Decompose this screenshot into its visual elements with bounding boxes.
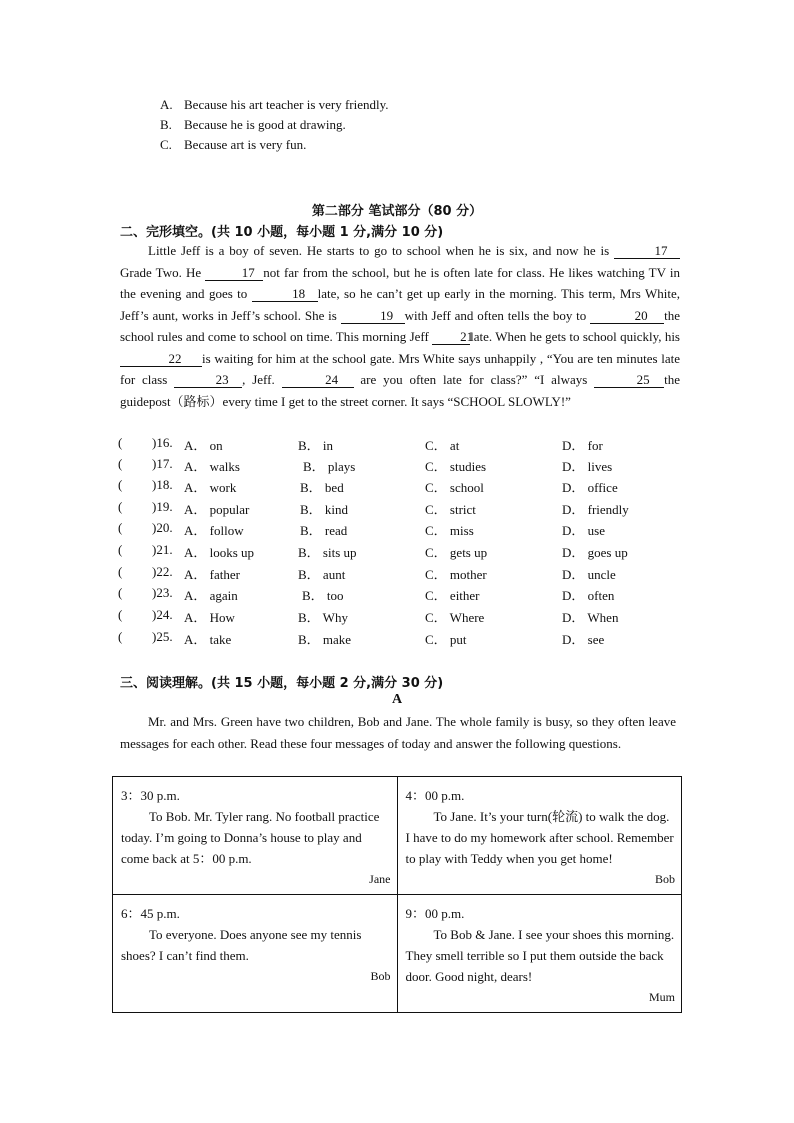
message-time: 3：30 p.m.	[121, 788, 180, 803]
answer-paren[interactable]: (	[118, 435, 123, 450]
choice-c[interactable]: C． gets up	[425, 545, 488, 560]
section3-title: 三、阅读理解。(共 15 小题，每小题 2 分,满分 30 分)	[120, 676, 444, 691]
question-number: )21.	[152, 542, 173, 557]
choice-a[interactable]: A． popular	[184, 502, 250, 517]
intro-text: Mr. and Mrs. Green have two children, Bob and Jane. The whole family is busy, so they often leave messages for each other. Read these four messages of today and answer the following questions.	[120, 714, 676, 751]
option-text: Because art is very fun.	[184, 137, 307, 152]
choice-b[interactable]: B． bed	[300, 480, 344, 495]
message-body: To Bob. Mr. Tyler rang. No football practice today. I’m going to Donna’s house to play and come back at 5：00 p.m.	[121, 809, 380, 866]
choice-a[interactable]: A． father	[184, 567, 240, 582]
message-signature: Mum	[648, 990, 675, 1004]
choice-d[interactable]: D． lives	[562, 459, 613, 474]
choice-c[interactable]: C． at	[425, 438, 460, 453]
question-number: )24.	[152, 607, 173, 622]
cloze-text: late. When he gets to school quickly, his	[470, 329, 680, 344]
reading-intro	[120, 711, 676, 754]
choice-c[interactable]: C． studies	[425, 459, 487, 474]
message-signature: Bob	[654, 872, 675, 886]
part-title: 第二部分 笔试部分（80 分）	[311, 204, 483, 219]
blank-16[interactable]: 17	[614, 243, 680, 259]
answer-paren[interactable]: (	[118, 456, 123, 471]
choice-a[interactable]: A． on	[184, 438, 223, 453]
choice-c[interactable]: C． mother	[425, 567, 487, 582]
answer-paren[interactable]: (	[118, 564, 123, 579]
choice-a[interactable]: A． work	[184, 480, 237, 495]
blank-19[interactable]: 19	[341, 308, 405, 324]
option-text: Because his art teacher is very friendly.	[184, 97, 389, 112]
cloze-passage	[120, 240, 680, 412]
question-number: )16.	[152, 435, 173, 450]
blank-22[interactable]: 22	[120, 351, 202, 367]
option-a	[160, 97, 389, 113]
question-row	[118, 564, 698, 584]
cloze-text: Little Jeff is a boy of seven. He starts to go to school when he is six, and now he is	[148, 243, 610, 258]
choice-a[interactable]: A． walks	[184, 459, 240, 474]
option-letter: A.	[160, 97, 173, 112]
choice-d[interactable]: D． friendly	[562, 502, 629, 517]
blank-21[interactable]: 21	[432, 329, 470, 345]
choice-b[interactable]: B． make	[298, 632, 352, 647]
cloze-text: the school rules and come to school on time. This morning Jeff	[120, 307, 681, 344]
question-row	[118, 456, 698, 476]
cloze-text: with Jeff and often tells the boy to	[404, 307, 587, 323]
cloze-text: is waiting for him at the school gate. Mrs White says unhappily , “You are ten minutes late for class	[120, 350, 680, 387]
choice-b[interactable]: B． read	[300, 523, 348, 538]
choice-d[interactable]: D． uncle	[562, 567, 616, 582]
question-number: )25.	[152, 629, 173, 644]
message-signature: Jane	[369, 872, 391, 886]
message-cell	[113, 895, 398, 1013]
message-cell	[397, 777, 682, 895]
message-body: To Jane. It’s your turn(轮流) to walk the dog. I have to do my homework after school. Remember to play with Teddy when you get home!	[405, 809, 674, 866]
message-time: 4：00 p.m.	[405, 788, 465, 803]
choice-d[interactable]: D． for	[562, 438, 603, 453]
choice-b[interactable]: B． sits up	[298, 545, 357, 560]
option-c	[160, 137, 306, 153]
blank-25[interactable]: 25	[594, 372, 664, 388]
cloze-text: the guidepost（路标）every time I get to the street corner. It says “SCHOOL SLOWLY!”	[120, 372, 681, 409]
message-time: 9：00 p.m.	[405, 906, 465, 921]
choice-d[interactable]: D． see	[562, 632, 605, 647]
cloze-text: are you often late for class?” “I always	[360, 372, 588, 387]
choice-d[interactable]: D． office	[562, 480, 618, 495]
messages-table	[112, 776, 682, 1013]
choice-d[interactable]: D． When	[562, 610, 619, 625]
option-letter: B.	[160, 117, 172, 132]
choice-c[interactable]: C． school	[425, 480, 484, 495]
question-number: )17.	[152, 456, 173, 471]
choice-a[interactable]: A． take	[184, 632, 232, 647]
choice-a[interactable]: A． again	[184, 588, 238, 603]
choice-c[interactable]: C． strict	[425, 502, 476, 517]
answer-paren[interactable]: (	[118, 520, 123, 535]
message-cell	[113, 777, 398, 895]
option-text: Because he is good at drawing.	[184, 117, 346, 132]
cloze-text: Grade Two. He	[120, 264, 202, 280]
choice-b[interactable]: B． in	[298, 438, 334, 453]
message-cell	[397, 895, 682, 1013]
question-row	[118, 435, 698, 455]
question-row	[118, 520, 698, 540]
question-row	[118, 607, 698, 627]
question-row	[118, 542, 698, 562]
section2-title: 二、完形填空。(共 10 小题，每小题 1 分,满分 10 分)	[120, 225, 444, 240]
choice-a[interactable]: A． follow	[184, 523, 244, 538]
message-signature: Bob	[370, 969, 391, 983]
question-row	[118, 585, 698, 605]
answer-paren[interactable]: (	[118, 542, 123, 557]
answer-paren[interactable]: (	[118, 585, 123, 600]
blank-18[interactable]: 18	[252, 286, 318, 302]
question-number: )23.	[152, 585, 173, 600]
blank-20[interactable]: 20	[590, 308, 664, 324]
choice-c[interactable]: C． either	[425, 588, 480, 603]
message-time: 6：45 p.m.	[121, 906, 180, 921]
answer-paren[interactable]: (	[118, 607, 123, 622]
answer-paren[interactable]: (	[118, 499, 123, 514]
message-body: To Bob & Jane. I see your shoes this morning. They smell terrible so I put them outside the back door. Good night, dears!	[405, 927, 675, 984]
choice-b[interactable]: B． Why	[298, 610, 348, 625]
choice-b[interactable]: B． aunt	[298, 567, 346, 582]
choice-b[interactable]: B． too	[302, 588, 344, 603]
choice-c[interactable]: C． Where	[425, 610, 485, 625]
question-row	[118, 499, 698, 519]
option-letter: C.	[160, 137, 172, 152]
choice-c[interactable]: C． miss	[425, 523, 474, 538]
question-number: )19.	[152, 499, 173, 514]
choice-b[interactable]: B． plays	[303, 459, 356, 474]
question-row	[118, 629, 698, 649]
question-row	[118, 477, 698, 497]
message-body: To everyone. Does anyone see my tennis shoes? I can’t find them.	[121, 927, 362, 963]
cloze-text: , Jeff.	[242, 372, 275, 387]
choice-c[interactable]: C． put	[425, 632, 467, 647]
cloze-text: late, so he can’t get up early in the morning. This term, Mrs White, Jeff’s aunt, works in Jeff’s school. She is	[120, 286, 681, 323]
choice-d[interactable]: D． use	[562, 523, 605, 538]
part-a-heading: A	[391, 692, 403, 707]
choice-d[interactable]: D． goes up	[562, 545, 628, 560]
choice-d[interactable]: D． often	[562, 588, 615, 603]
blank-23[interactable]: 23	[174, 372, 242, 388]
cloze-text: not far from the school, but he is often late for class. He likes watching TV in the evening and goes to	[120, 264, 680, 301]
choice-a[interactable]: A． looks up	[184, 545, 255, 560]
blank-17[interactable]: 17	[205, 265, 263, 281]
answer-paren[interactable]: (	[118, 477, 123, 492]
question-number: )22.	[152, 564, 173, 579]
choice-a[interactable]: A． How	[184, 610, 235, 625]
question-number: )20.	[152, 520, 173, 535]
option-b	[160, 117, 346, 133]
answer-paren[interactable]: (	[118, 629, 123, 644]
question-number: )18.	[152, 477, 173, 492]
choice-b[interactable]: B． kind	[300, 502, 349, 517]
blank-24[interactable]: 24	[282, 372, 354, 388]
